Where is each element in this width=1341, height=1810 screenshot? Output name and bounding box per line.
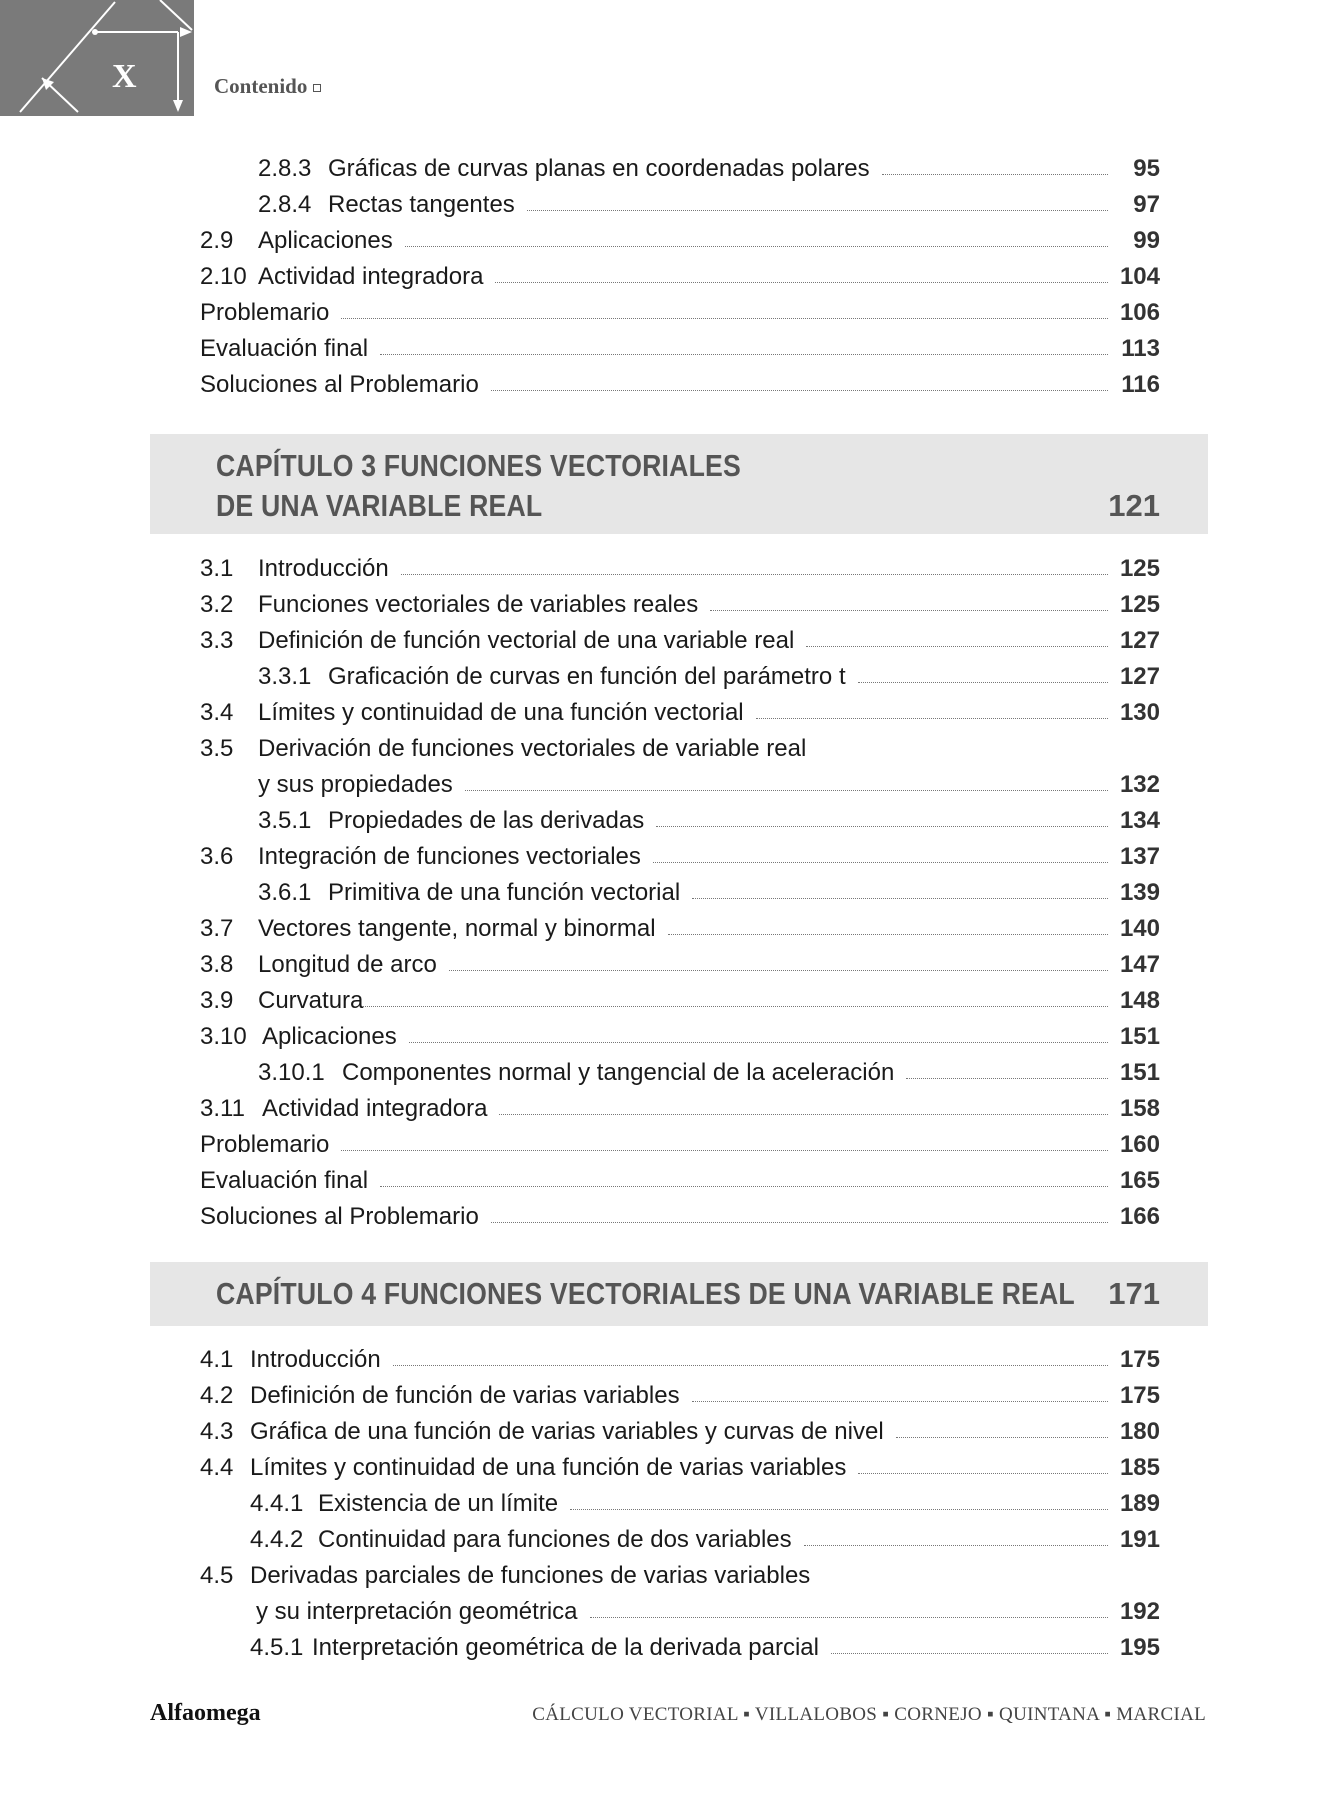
- toc-title: Gráfica de una función de varias variables y curvas de nivel: [250, 1418, 884, 1445]
- vector-arrows-icon: [0, 0, 194, 116]
- toc-title: Primitiva de una función vectorial: [328, 879, 681, 906]
- toc-page: 147: [1119, 951, 1160, 978]
- toc-number: 3.8: [200, 951, 234, 978]
- leader-dots: [465, 790, 1108, 791]
- toc-title: Límites y continuidad de una función vectorial: [258, 699, 744, 726]
- toc-title: Graficación de curvas en función del parámetro t: [328, 663, 846, 690]
- toc-entry[interactable]: [200, 619, 1160, 655]
- chapter-heading-3[interactable]: [150, 434, 1208, 534]
- toc-number: 3.11: [200, 1095, 245, 1122]
- toc-entry[interactable]: [200, 1338, 1160, 1374]
- toc-page: 160: [1119, 1131, 1160, 1158]
- leader-dots: [380, 354, 1108, 355]
- toc-page: 116: [1121, 371, 1160, 398]
- book-credits: CÁLCULO VECTORIAL ▪ VILLALOBOS ▪ CORNEJO ▪ QUINTANA ▪ MARCIAL: [532, 1704, 1206, 1725]
- square-bullet-icon: [313, 84, 321, 92]
- toc-entry[interactable]: [200, 255, 1160, 291]
- toc-number: 3.10: [200, 1023, 247, 1050]
- toc-page: 185: [1119, 1454, 1160, 1481]
- toc-page: 191: [1119, 1526, 1160, 1553]
- toc-number: 4.5.1: [250, 1634, 304, 1661]
- toc-number: 3.5: [200, 735, 234, 762]
- toc-entry[interactable]: [200, 1087, 1160, 1123]
- toc-title: Funciones vectoriales de variables reales: [258, 591, 699, 618]
- toc-page: 195: [1119, 1634, 1160, 1661]
- publisher-name: Alfaomega: [150, 1700, 261, 1726]
- toc-title: Aplicaciones: [258, 227, 393, 254]
- toc-number: 3.3.1: [258, 663, 312, 690]
- toc-page: 151: [1119, 1059, 1160, 1086]
- toc-entry[interactable]: [200, 1123, 1160, 1159]
- page-number: X: [112, 58, 137, 95]
- running-head-text: Contenido: [214, 74, 308, 98]
- leader-dots: [858, 682, 1108, 683]
- toc-title: Aplicaciones: [262, 1023, 397, 1050]
- leader-dots: [692, 898, 1108, 899]
- leader-dots: [692, 1401, 1108, 1402]
- toc-entry[interactable]: [200, 763, 1160, 799]
- leader-dots: [804, 1545, 1108, 1546]
- leader-dots: [401, 574, 1108, 575]
- toc-number: 2.8.3: [258, 155, 312, 182]
- leader-dots: [409, 1042, 1108, 1043]
- toc-entry[interactable]: [200, 1482, 1160, 1518]
- toc-page: 125: [1119, 591, 1160, 618]
- toc-page: 139: [1119, 879, 1160, 906]
- toc-number: 4.1: [200, 1346, 234, 1373]
- toc-title: y su interpretación geométrica: [256, 1598, 578, 1625]
- toc-title: Actividad integradora: [262, 1095, 488, 1122]
- toc-title: Límites y continuidad de una función de varias variables: [250, 1454, 847, 1481]
- toc-entry[interactable]: [200, 943, 1160, 979]
- leader-dots: [806, 646, 1108, 647]
- toc-title: Evaluación final: [200, 335, 369, 362]
- toc-number: 4.2: [200, 1382, 234, 1409]
- leader-dots: [858, 1473, 1108, 1474]
- leader-dots: [363, 1006, 1108, 1007]
- toc-page: 151: [1119, 1023, 1160, 1050]
- leader-dots: [499, 1114, 1107, 1115]
- toc-entry[interactable]: [200, 691, 1160, 727]
- toc-number: 3.4: [200, 699, 234, 726]
- toc-title: Evaluación final: [200, 1167, 369, 1194]
- toc-number: 2.10: [200, 263, 247, 290]
- toc-page: 99: [1133, 227, 1160, 254]
- toc-title: Gráficas de curvas planas en coordenadas polares: [328, 155, 870, 182]
- toc-page: 165: [1119, 1167, 1160, 1194]
- leader-dots: [756, 718, 1108, 719]
- chapter-heading-4[interactable]: [150, 1262, 1208, 1326]
- toc-page: 158: [1119, 1095, 1160, 1122]
- toc-entry[interactable]: [200, 547, 1160, 583]
- toc-number: 3.7: [200, 915, 234, 942]
- toc-number: 4.4: [200, 1454, 234, 1481]
- toc-title: Soluciones al Problemario: [200, 371, 479, 398]
- toc-entry[interactable]: [200, 655, 1160, 691]
- chapter-title-line2: DE UNA VARIABLE REAL: [216, 488, 543, 523]
- toc-page: 148: [1119, 987, 1160, 1014]
- toc-title: Continuidad para funciones de dos variables: [318, 1526, 792, 1553]
- toc-entry[interactable]: [200, 583, 1160, 619]
- leader-dots: [590, 1617, 1108, 1618]
- toc-title: Interpretación geométrica de la derivada parcial: [312, 1634, 819, 1661]
- leader-dots: [570, 1509, 1108, 1510]
- toc-number: 3.3: [200, 627, 234, 654]
- toc-page: 137: [1119, 843, 1160, 870]
- leader-dots: [380, 1186, 1108, 1187]
- leader-dots: [341, 318, 1108, 319]
- toc-page: 132: [1119, 771, 1160, 798]
- leader-dots: [527, 210, 1108, 211]
- leader-dots: [656, 826, 1108, 827]
- toc-title: Rectas tangentes: [328, 191, 515, 218]
- toc-page: 127: [1119, 663, 1160, 690]
- toc-page: 106: [1119, 299, 1160, 326]
- leader-dots: [906, 1078, 1108, 1079]
- leader-dots: [405, 246, 1108, 247]
- toc-entry[interactable]: [200, 1195, 1160, 1231]
- leader-dots: [449, 970, 1108, 971]
- toc-entry[interactable]: [200, 1374, 1160, 1410]
- toc-title: Introducción: [250, 1346, 381, 1373]
- toc-number: 3.9: [200, 987, 234, 1014]
- toc-title: Longitud de arco: [258, 951, 437, 978]
- toc-entry[interactable]: [200, 147, 1160, 183]
- toc-number: 4.4.1: [250, 1490, 304, 1517]
- chapter-title-line1: CAPÍTULO 4 FUNCIONES VECTORIALES DE UNA VARIABLE REAL: [216, 1276, 1075, 1311]
- toc-title: Existencia de un límite: [318, 1490, 559, 1517]
- toc-entry[interactable]: [200, 1015, 1160, 1051]
- toc-entry[interactable]: [200, 1446, 1160, 1482]
- toc-entry[interactable]: [200, 327, 1160, 363]
- leader-dots: [710, 610, 1108, 611]
- toc-page: 134: [1119, 807, 1160, 834]
- toc-entry[interactable]: [200, 1590, 1160, 1626]
- toc-entry[interactable]: [200, 1051, 1160, 1087]
- leader-dots: [831, 1653, 1108, 1654]
- toc-page: 180: [1119, 1418, 1160, 1445]
- toc-number: 3.5.1: [258, 807, 312, 834]
- toc-entry[interactable]: [200, 799, 1160, 835]
- toc-page: 130: [1119, 699, 1160, 726]
- toc-page: 127: [1119, 627, 1160, 654]
- toc-entry[interactable]: [200, 727, 1160, 763]
- toc-entry[interactable]: [200, 1626, 1160, 1662]
- toc-number: 4.5: [200, 1562, 234, 1589]
- toc-number: 3.6: [200, 843, 234, 870]
- toc-entry[interactable]: [200, 219, 1160, 255]
- toc-title: Integración de funciones vectoriales: [258, 843, 641, 870]
- toc-page: 113: [1121, 335, 1160, 362]
- toc-entry[interactable]: [200, 871, 1160, 907]
- toc-title: Problemario: [200, 299, 330, 326]
- toc-page: 97: [1133, 191, 1160, 218]
- toc-title: y sus propiedades: [258, 771, 453, 798]
- toc-entry[interactable]: [200, 835, 1160, 871]
- toc-entry[interactable]: [200, 1518, 1160, 1554]
- toc-page: 192: [1119, 1598, 1160, 1625]
- toc-page: 95: [1133, 155, 1160, 182]
- leader-dots: [491, 1222, 1108, 1223]
- chapter-page: 121: [1108, 488, 1160, 523]
- toc-entry[interactable]: [200, 291, 1160, 327]
- toc-entry[interactable]: [200, 363, 1160, 399]
- leader-dots: [896, 1437, 1108, 1438]
- toc-number: 4.3: [200, 1418, 234, 1445]
- toc-page: 104: [1119, 263, 1160, 290]
- toc-number: 3.6.1: [258, 879, 312, 906]
- chapter-title-line1: CAPÍTULO 3 FUNCIONES VECTORIALES: [216, 448, 741, 483]
- toc-title: Derivación de funciones vectoriales de variable real: [258, 735, 807, 762]
- chapter-page: 171: [1108, 1276, 1160, 1311]
- toc-page: 166: [1119, 1203, 1160, 1230]
- running-head: [214, 74, 321, 99]
- toc-number: 3.1: [200, 555, 234, 582]
- toc-page: 189: [1119, 1490, 1160, 1517]
- toc-title: Soluciones al Problemario: [200, 1203, 479, 1230]
- toc-page: 125: [1119, 555, 1160, 582]
- toc-title: Definición de función vectorial de una variable real: [258, 627, 795, 654]
- toc-number: 4.4.2: [250, 1526, 304, 1553]
- toc-entry[interactable]: [200, 183, 1160, 219]
- toc-number: 3.2: [200, 591, 234, 618]
- toc-entry[interactable]: [200, 1410, 1160, 1446]
- toc-title: Introducción: [258, 555, 389, 582]
- toc-page: 175: [1119, 1382, 1160, 1409]
- leader-dots: [393, 1365, 1108, 1366]
- leader-dots: [653, 862, 1108, 863]
- toc-entry[interactable]: [200, 907, 1160, 943]
- toc-title: Curvatura: [258, 987, 364, 1014]
- toc-page: 140: [1119, 915, 1160, 942]
- leader-dots: [495, 282, 1107, 283]
- toc-number: 2.9: [200, 227, 234, 254]
- toc-title: Vectores tangente, normal y binormal: [258, 915, 656, 942]
- leader-dots: [491, 390, 1108, 391]
- toc-title: Actividad integradora: [258, 263, 484, 290]
- toc-entry[interactable]: [200, 979, 1160, 1015]
- toc-number: 3.10.1: [258, 1059, 325, 1086]
- toc-title: Componentes normal y tangencial de la aceleración: [342, 1059, 895, 1086]
- toc-title: Problemario: [200, 1131, 330, 1158]
- toc-page: 175: [1119, 1346, 1160, 1373]
- leader-dots: [341, 1150, 1108, 1151]
- toc-title: Derivadas parciales de funciones de varias variables: [250, 1562, 811, 1589]
- leader-dots: [882, 174, 1108, 175]
- corner-decoration: [0, 0, 194, 116]
- toc-number: 2.8.4: [258, 191, 312, 218]
- toc-entry[interactable]: [200, 1159, 1160, 1195]
- toc-entry[interactable]: [200, 1554, 1160, 1590]
- leader-dots: [668, 934, 1108, 935]
- toc-title: Definición de función de varias variables: [250, 1382, 680, 1409]
- toc-title: Propiedades de las derivadas: [328, 807, 645, 834]
